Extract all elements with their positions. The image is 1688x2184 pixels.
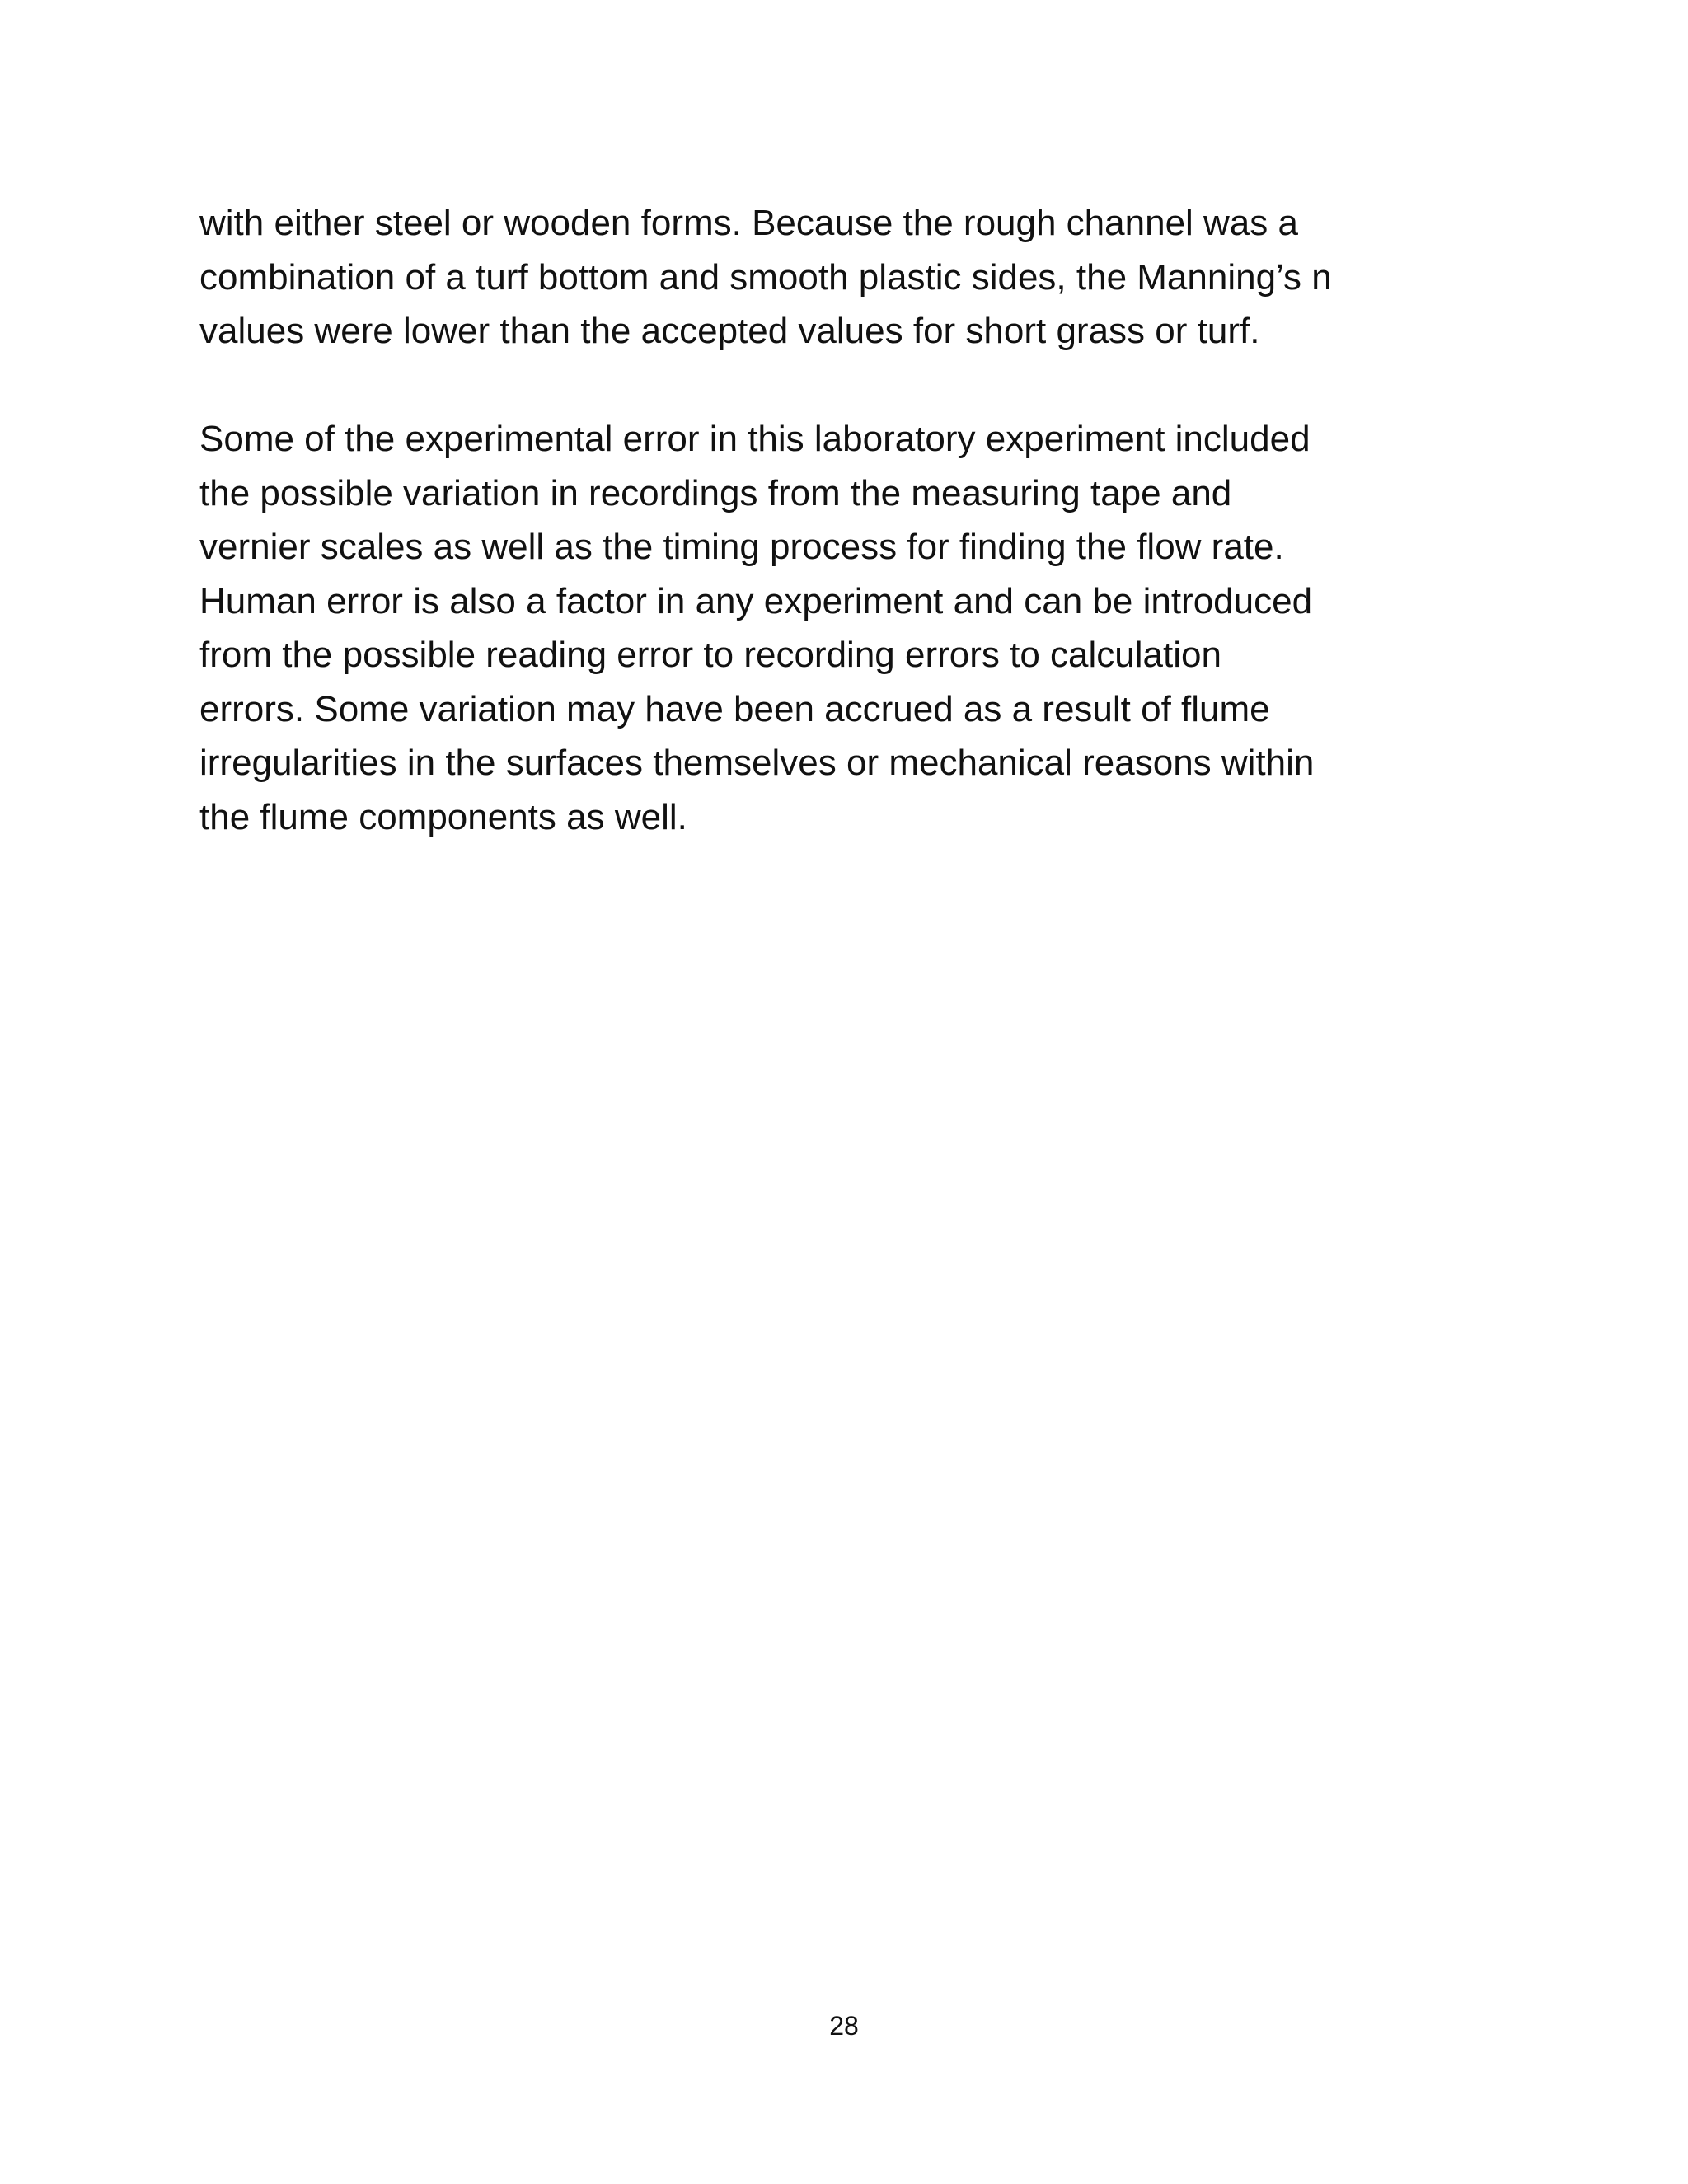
body-text (199, 196, 1535, 844)
paragraph-line: values were lower than the accepted values for short grass or turf. (199, 311, 1260, 351)
paragraph-line: irregularities in the surfaces themselves or mechanical reasons within (199, 743, 1315, 783)
paragraph-line: vernier scales as well as the timing process for finding the flow rate. (199, 527, 1284, 567)
paragraph-line: combination of a turf bottom and smooth plastic sides, the Manning’s n (199, 256, 1332, 298)
paragraph-line: Human error is also a factor in any experiment and can be introduced (199, 580, 1313, 621)
paragraph-line: with either steel or wooden forms. Because the rough channel was a (199, 203, 1298, 243)
paragraph-1 (199, 196, 1535, 359)
paragraph-2 (199, 412, 1535, 844)
paragraph-line: from the possible reading error to recording errors to calculation (199, 635, 1221, 675)
paragraph-line: Some of the experimental error in this laboratory experiment included (199, 419, 1311, 459)
paragraph-line: the possible variation in recordings from the measuring tape and (199, 472, 1232, 513)
page-number: 28 (829, 2011, 859, 2041)
paragraph-line: the flume components as well. (199, 796, 687, 837)
paragraph-spacer (199, 359, 1535, 413)
paragraph-line: errors. Some variation may have been accrued as a result of flume (199, 688, 1270, 729)
